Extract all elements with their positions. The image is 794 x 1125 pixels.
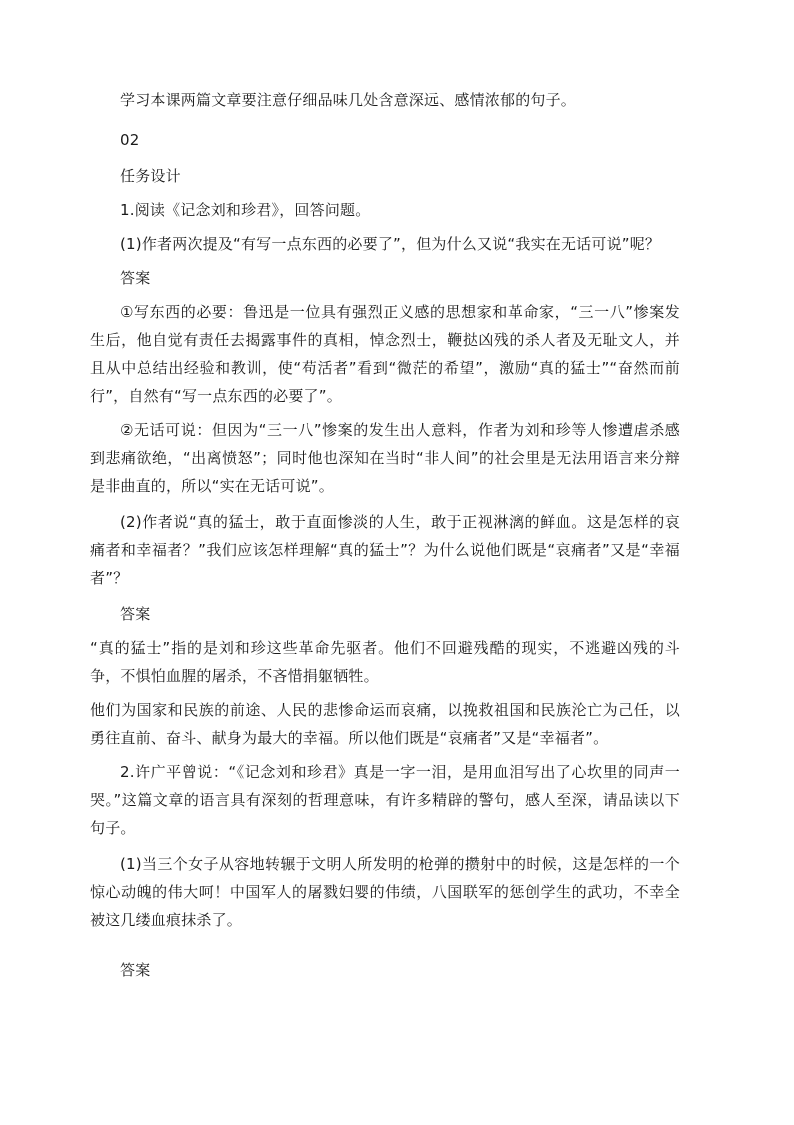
question-1-2: (2)作者说“真的猛士，敢于直面惨淡的人生，敢于正视淋漓的鲜血。这是怎样的哀痛者和幸福者？”我们应该怎样理解“真的猛士”？为什么说他们既是“哀痛者”又是“幸福者”？: [90, 513, 680, 587]
section-heading: 任务设计: [120, 167, 181, 185]
question-2: 2.许广平曾说：“《记念刘和珍君》真是一字一泪，是用血泪写出了心坎里的同声一哭。”这篇文章的语言具有深刻的哲理意味，有许多精辟的警句，感人至深，请品读以下句子。: [90, 763, 680, 837]
answer-label: 答案: [120, 269, 151, 287]
section-number: 02: [120, 131, 140, 149]
answer-paragraph: ②无话可说：但因为“三一八”惨案的发生出人意料，作者为刘和珍等人惨遭虐杀感到悲痛欲绝，“出离愤怒”；同时他也深知在当时“非人间”的社会里是无法用语言来分辩是非曲直的，所以“实在无话可说”。: [90, 421, 680, 495]
question-2-1: (1)当三个女子从容地转辗于文明人所发明的枪弹的攒射中的时候，这是怎样的一个惊心动魄的伟大呵！中国军人的屠戮妇婴的伟绩，八国联军的惩创学生的武功，不幸全被这几缕血痕抹杀了。: [90, 855, 680, 929]
question-1: 1.阅读《记念刘和珍君》，回答问题。: [120, 201, 371, 219]
answer-label: 答案: [120, 961, 151, 979]
question-1-1: (1)作者两次提及“有写一点东西的必要了”，但为什么又说“我实在无话可说”呢？: [120, 235, 661, 253]
answer-label: 答案: [120, 605, 151, 623]
intro-paragraph: 学习本课两篇文章要注意仔细品味几处含意深远、感情浓郁的句子。: [120, 91, 577, 109]
answer-paragraph: “真的猛士”指的是刘和珍这些革命先驱者。他们不回避残酷的现实，不逃避凶残的斗争，不惧怕血腥的屠杀，不吝惜捐躯牺牲。: [90, 639, 680, 685]
document-body: [90, 86, 680, 984]
answer-paragraph: ①写东西的必要：鲁迅是一位具有强烈正义感的思想家和革命家，“三一八”惨案发生后，他自觉有责任去揭露事件的真相，悼念烈士，鞭挞凶残的杀人者及无耻文人，并且从中总结出经验和教训，使“苟活者”看到“微茫的希望”，激励“真的猛士”“奋然而前行”，自然有“写一点东西的必要了”。: [90, 303, 680, 405]
answer-paragraph: 他们为国家和民族的前途、人民的悲惨命运而哀痛，以挽救祖国和民族沦亡为己任，以勇往直前、奋斗、献身为最大的幸福。所以他们既是“哀痛者”又是“幸福者”。: [90, 701, 680, 747]
